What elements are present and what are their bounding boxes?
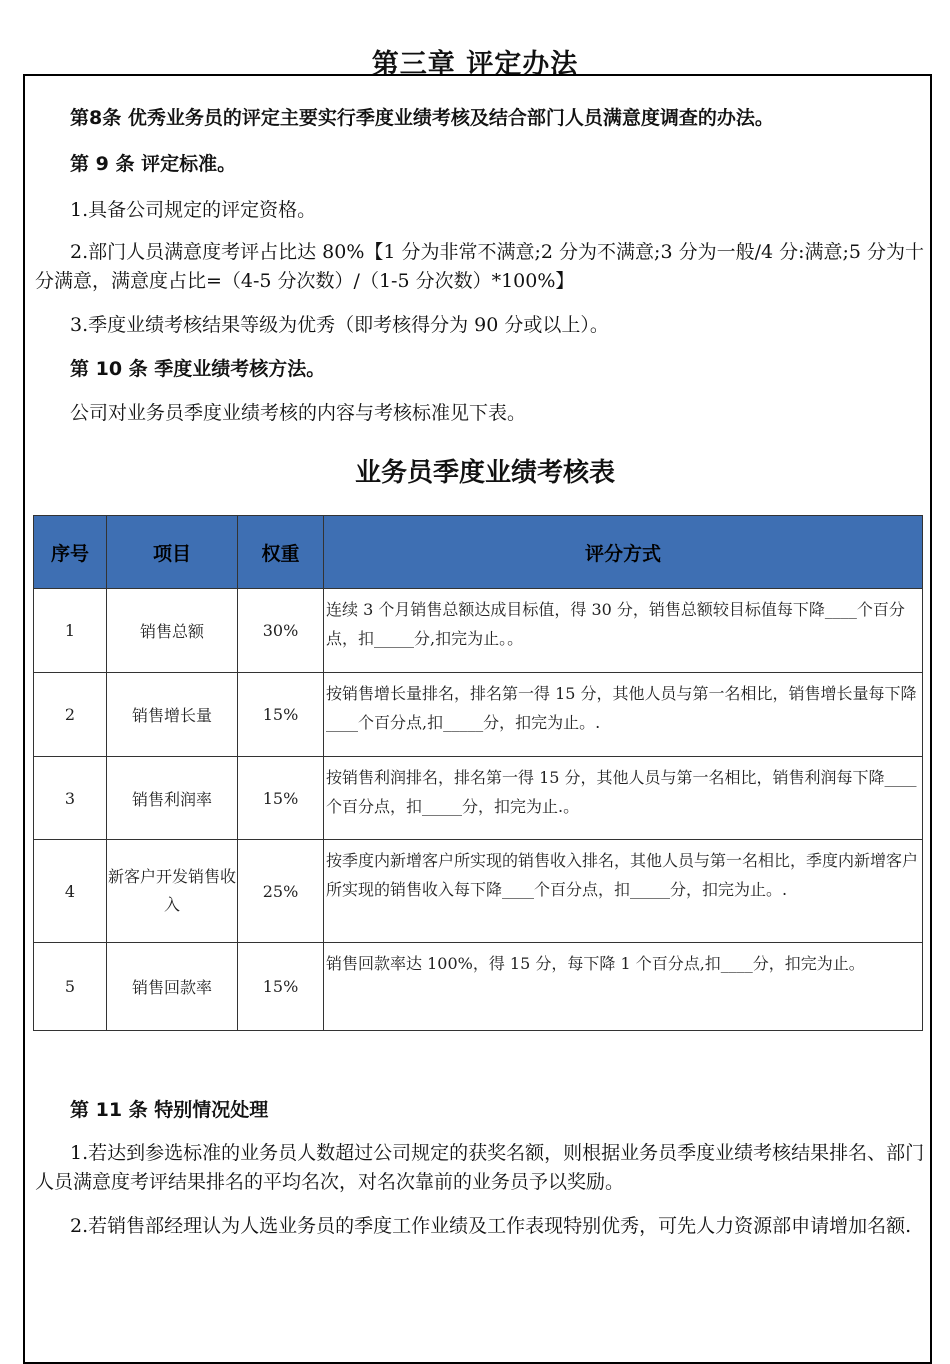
row-item: 销售总额 [107,589,238,673]
row-no: 4 [34,840,107,943]
row-weight: 25% [238,840,324,943]
article-11-title: 第 11 条 特别情况处理 [70,1099,269,1121]
row-item: 销售回款率 [107,943,238,1031]
row-no: 2 [34,673,107,757]
row-weight: 30% [238,589,324,673]
row-method: 销售回款率达 100%，得 15 分，每下降 1 个百分点,扣____分，扣完为止。 [324,943,923,1031]
row-no: 5 [34,943,107,1031]
article-9-item-3: 3.季度业绩考核结果等级为优秀（即考核得分为 90 分或以上）。 [70,314,609,336]
row-method: 连续 3 个月销售总额达成目标值，得 30 分，销售总额较目标值每下降____个百分点，扣_____分,扣完为止。。 [324,589,923,673]
row-item: 新客户开发销售收入 [107,840,238,943]
row-weight: 15% [238,757,324,840]
header-no: 序号 [34,516,107,589]
article-10-text: 公司对业务员季度业绩考核的内容与考核标准见下表。 [70,402,527,424]
table-row [34,943,923,1031]
table-header-row [34,516,923,589]
row-item: 销售利润率 [107,757,238,840]
article-8: 第8条 优秀业务员的评定主要实行季度业绩考核及结合部门人员满意度调查的办法。 [70,107,774,129]
header-item: 项目 [107,516,238,589]
header-weight: 权重 [238,516,324,589]
row-weight: 15% [238,943,324,1031]
row-no: 1 [34,589,107,673]
table-row [34,757,923,840]
row-method: 按销售增长量排名，排名第一得 15 分，其他人员与第一名相比，销售增长量每下降____个百分点,扣_____分，扣完为止。. [324,673,923,757]
performance-table [33,515,923,1031]
table-title: 业务员季度业绩考核表 [354,458,615,488]
article-11-item-1: 1.若达到参选标准的业务员人数超过公司规定的获奖名额，则根据业务员季度业绩考核结果排名、部门人员满意度考评结果排名的平均名次，对名次靠前的业务员予以奖励。 [35,1142,925,1193]
article-9-item-2: 2.部门人员满意度考评占比达 80%【1 分为非常不满意;2 分为不满意;3 分为一般/4 分:满意;5 分为十分满意，满意度占比=（4-5 分次数）/（1-5 分次数）*100%】 [35,241,925,292]
chapter-title: 第三章 评定办法 [371,49,579,80]
article-11-item-2: 2.若销售部经理认为人选业务员的季度工作业绩及工作表现特别优秀，可先人力资源部申请增加名额. [70,1215,912,1237]
table-row [34,589,923,673]
row-item: 销售增长量 [107,673,238,757]
row-no: 3 [34,757,107,840]
article-10-title: 第 10 条 季度业绩考核方法。 [70,358,326,380]
article-9-title: 第 9 条 评定标准。 [70,153,237,175]
row-weight: 15% [238,673,324,757]
table-row [34,840,923,943]
article-9-item-1: 1.具备公司规定的评定资格。 [70,199,317,221]
row-method: 按季度内新增客户所实现的销售收入排名，其他人员与第一名相比，季度内新增客户所实现的销售收入每下降____个百分点，扣_____分，扣完为止。. [324,840,923,943]
table-row [34,673,923,757]
row-method: 按销售利润排名，排名第一得 15 分，其他人员与第一名相比，销售利润每下降____个百分点，扣_____分，扣完为止.。 [324,757,923,840]
header-method: 评分方式 [324,516,923,589]
